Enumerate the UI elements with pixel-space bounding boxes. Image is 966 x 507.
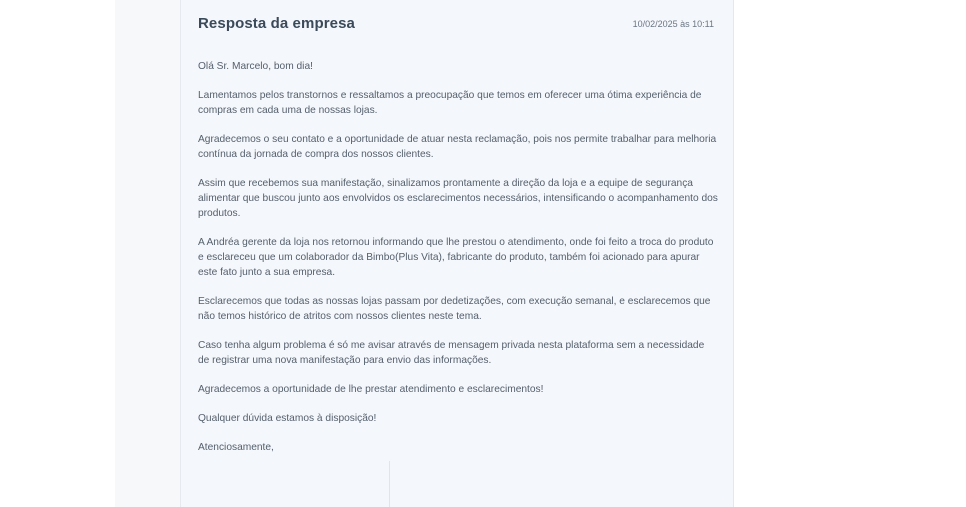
response-paragraph: Lamentamos pelos transtornos e ressaltamos a preocupação que temos em oferecer uma ótima experiência de compras em cada uma de nossas lojas. [198,90,702,116]
response-paragraph: Esclarecemos que todas as nossas lojas passam por dedetizações, com execução semanal, e esclarecemos que não temos histórico de atritos com nossos clientes neste tema. [198,296,711,322]
response-title: Resposta da empresa [198,15,355,32]
left-margin-band [115,0,180,507]
vertical-divider [389,461,390,507]
response-date: 10/02/2025 às 10:11 [632,19,714,29]
response-paragraph: Agradecemos a oportunidade de lhe prestar atendimento e esclarecimentos! [198,384,544,395]
response-paragraph: Agradecemos o seu contato e a oportunidade de atuar nesta reclamação, pois nos permite trabalhar para melhoria contínua da jornada de compra dos nossos clientes. [198,134,717,160]
signoff-paragraph: Atenciosamente, [198,442,274,453]
response-paragraph: Qualquer dúvida estamos à disposição! [198,413,377,424]
greeting-paragraph: Olá Sr. Marcelo, bom dia! [198,61,313,72]
response-paragraph: A Andréa gerente da loja nos retornou informando que lhe prestou o atendimento, onde foi feito a troca do produto e esclareceu que um colaborador da Bimbo(Plus Vita), fabricante do produto, também foi acionado para apurar este fato junto a sua empresa. [198,237,714,278]
response-paragraph: Assim que recebemos sua manifestação, sinalizamos prontamente a direção da loja e a equipe de segurança alimentar que buscou junto aos envolvidos os esclarecimentos necessários, intensificando o acompanhamento dos produtos. [198,178,718,219]
response-body [198,59,718,469]
response-paragraph: Caso tenha algum problema é só me avisar através de mensagem privada nesta plataforma sem a necessidade de registrar uma nova manifestação para envio das informações. [198,340,705,366]
